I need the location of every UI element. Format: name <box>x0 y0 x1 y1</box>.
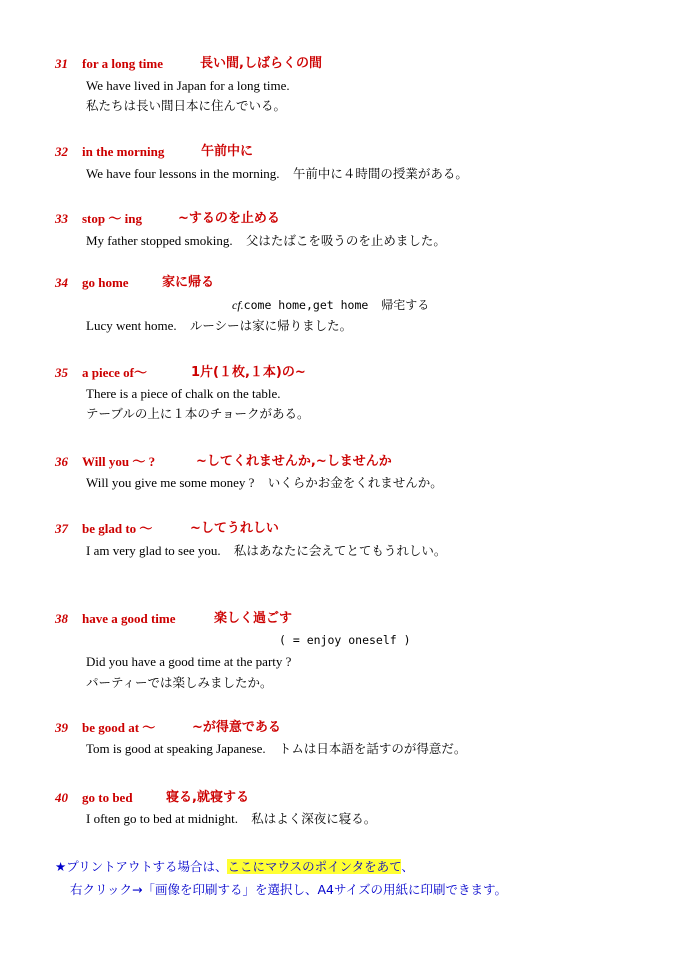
example-japanese: 私はあなたに会えてとてもうれしい。 <box>233 543 447 558</box>
print-instructions-line-1 <box>55 858 414 876</box>
equivalent-note <box>279 632 411 648</box>
example-english: Tom is good at speaking Japanese. <box>86 741 266 756</box>
print-instructions-line-2: 右クリック→「画像を印刷する」を選択し、A4サイズの用紙に印刷できます。 <box>70 882 507 897</box>
entry-phrase: in the morning <box>82 144 165 159</box>
example-english: My father stopped smoking. <box>86 233 233 248</box>
cf-meaning: 帰宅する <box>381 298 430 312</box>
example-japanese: パーティーでは楽しみましたか。 <box>86 675 273 690</box>
example-line <box>86 77 290 95</box>
example-line <box>86 405 310 423</box>
cf-label: cf. <box>232 298 244 312</box>
entry-number: 38 <box>55 611 68 626</box>
example-english: I am very glad to see you. <box>86 543 221 558</box>
example-line <box>86 653 291 671</box>
entry-number: 37 <box>55 521 68 536</box>
entry-number: 32 <box>55 144 68 159</box>
entry-number: 40 <box>55 790 68 805</box>
entry-meaning: ~してうれしい <box>190 521 279 536</box>
entry-number: 39 <box>55 720 68 735</box>
entry-meaning: 長い間,しばらくの間 <box>200 56 322 71</box>
entry-number: 36 <box>55 454 68 469</box>
entry-meaning: 1片(１枚,１本)の~ <box>191 365 306 380</box>
entry-phrase: for a long time <box>82 56 163 71</box>
example-english: Did you have a good time at the party ? <box>86 654 292 669</box>
entry-number: 31 <box>55 56 68 71</box>
entry-meaning: ~してくれませんか,~しませんか <box>196 454 392 469</box>
example-line <box>86 810 376 828</box>
example-line <box>86 542 446 560</box>
example-line <box>86 674 273 692</box>
example-line <box>86 317 352 335</box>
example-english: We have four lessons in the morning. <box>86 166 280 181</box>
example-japanese: 午前中に４時間の授業がある。 <box>292 166 468 181</box>
example-line <box>86 740 466 758</box>
entry-phrase: go to bed <box>82 790 133 805</box>
entry-phrase: go home <box>82 275 129 290</box>
entry-meaning: ~するのを止める <box>178 211 280 226</box>
example-japanese: ルーシーは家に帰りました。 <box>189 318 353 333</box>
entry-phrase: stop ～ ing <box>82 211 142 226</box>
entry-meaning: 午前中に <box>201 144 254 159</box>
entry-meaning: 寝る,就寝する <box>166 790 249 805</box>
entry-meaning: ~が得意である <box>192 720 281 735</box>
example-english: I often go to bed at midnight. <box>86 811 239 826</box>
entry-number: 33 <box>55 211 68 226</box>
entry-meaning: 楽しく過ごす <box>214 611 293 626</box>
example-line <box>86 474 443 492</box>
cf-phrase: come home,get home <box>243 298 369 312</box>
equivalent-phrase: ( = enjoy oneself ) <box>279 633 411 647</box>
example-english: Will you give me some money ? <box>86 475 255 490</box>
entry-phrase: Will you ～ ? <box>82 454 156 469</box>
example-english: Lucy went home. <box>86 318 177 333</box>
cf-note <box>232 297 429 313</box>
example-japanese: トムは日本語を話すのが得意だ。 <box>278 741 467 756</box>
entry-meaning: 家に帰る <box>162 275 215 290</box>
example-japanese: 私たちは長い間日本に住んでいる。 <box>86 98 287 113</box>
entry-number: 35 <box>55 365 68 380</box>
example-line <box>86 165 468 183</box>
example-line <box>86 97 286 115</box>
example-line <box>86 385 281 403</box>
print-instructions-punct: 、 <box>401 859 414 874</box>
example-english: There is a piece of chalk on the table. <box>86 386 281 401</box>
entry-phrase: have a good time <box>82 611 176 626</box>
example-japanese: テーブルの上に１本のチョークがある。 <box>86 406 310 421</box>
entry-phrase: be glad to ～ <box>82 521 153 536</box>
entry-phrase: a piece of～ <box>82 365 147 380</box>
entry-number: 34 <box>55 275 68 290</box>
example-line <box>86 232 446 250</box>
entry-phrase: be good at ～ <box>82 720 156 735</box>
star-icon: ★ <box>55 859 67 874</box>
example-japanese: いくらかお金をくれませんか。 <box>267 475 443 490</box>
example-english: We have lived in Japan for a long time. <box>86 78 290 93</box>
pointer-target-highlight[interactable]: ここにマウスのポインタをあて <box>227 859 402 874</box>
example-japanese: 私はよく深夜に寝る。 <box>251 811 377 826</box>
example-japanese: 父はたばこを吸うのを止めました。 <box>245 233 446 248</box>
print-instructions-text: プリントアウトする場合は、 <box>66 859 228 874</box>
